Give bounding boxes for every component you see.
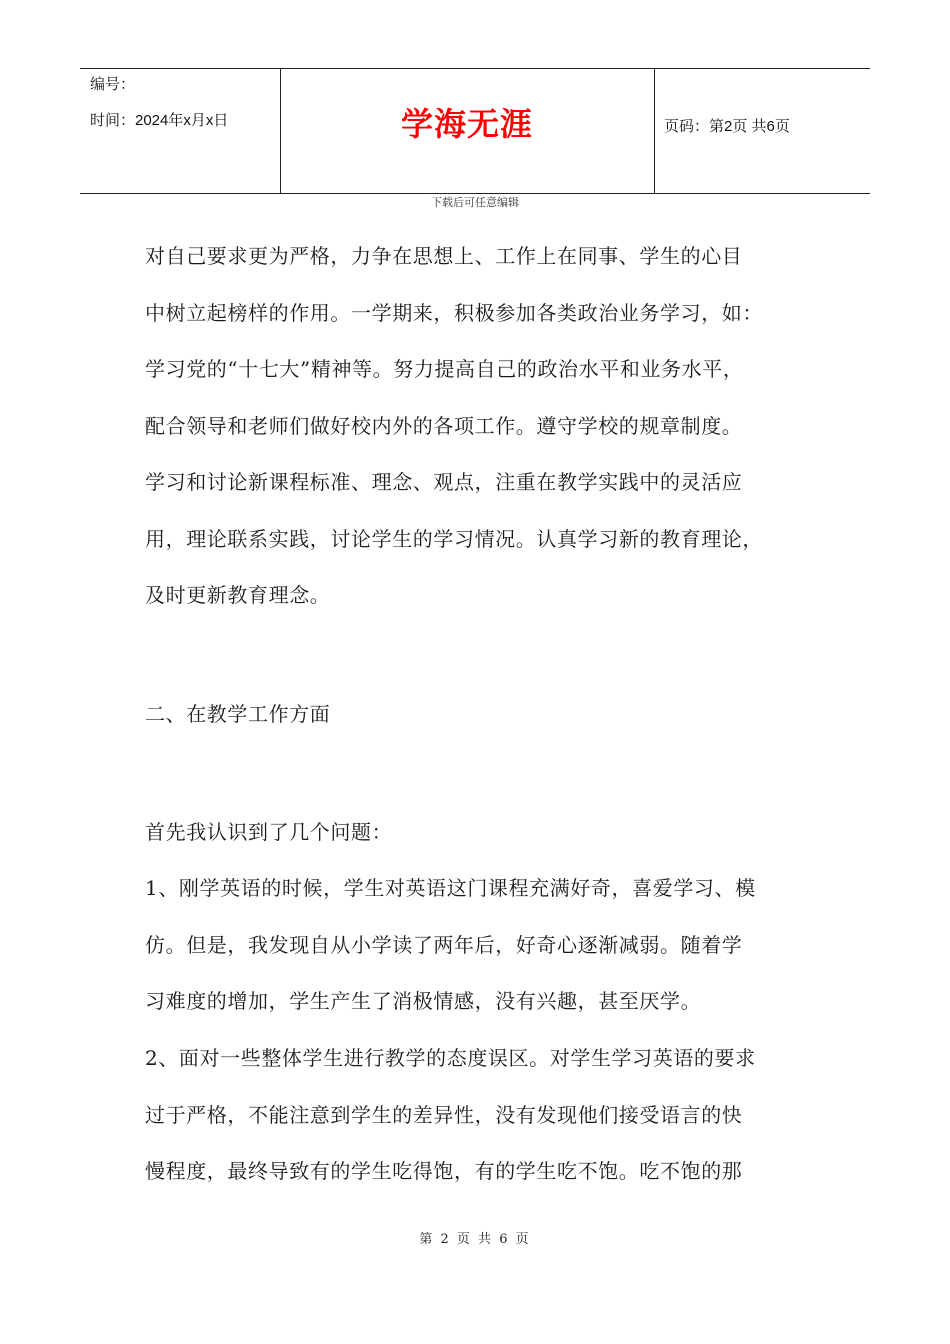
header-table (80, 68, 870, 194)
paragraph-intro (145, 228, 825, 624)
text-line: 学习和讨论新课程标准、理念、观点，注重在教学实践中的灵活应 (145, 470, 743, 494)
text-line: 2、面对一些整体学生进行教学的态度误区。对学生学习英语的要求 (145, 1046, 756, 1070)
text-line: 及时更新教育理念。 (145, 583, 331, 607)
section-heading (145, 686, 825, 743)
edit-note: 下载后可任意编辑 (431, 196, 519, 209)
text-line: 学习党的“十七大”精神等。努力提高自己的政治水平和业务水平， (145, 357, 744, 381)
page-footer: 第 2 页 共 6 页 (419, 1232, 531, 1247)
text-line: 配合领导和老师们做好校内外的各项工作。遵守学校的规章制度。 (145, 413, 743, 438)
text-line: 过于严格，不能注意到学生的差异性，没有发现他们接受语言的快 (145, 1102, 743, 1127)
time-label: 时间：2024年x月x日 (90, 112, 229, 129)
page-info: 页码：第2页 共6页 (664, 118, 790, 135)
list-item-2 (145, 1030, 825, 1200)
header-divider-right (654, 69, 655, 193)
text-line: 仿。但是，我发现自从小学读了两年后，好奇心逐渐减弱。随着学 (145, 932, 743, 957)
text-line: 中树立起榜样的作用。一学期来，积极参加各类政治业务学习，如： (145, 300, 763, 325)
list-item-1 (145, 860, 825, 1030)
text-line: 慢程度，最终导致有的学生吃得饱，有的学生吃不饱。吃不饱的那 (145, 1159, 743, 1183)
text-line: 对自己要求更为严格，力争在思想上、工作上在同事、学生的心目 (145, 244, 743, 268)
text-line: 用，理论联系实践，讨论学生的学习情况。认真学习新的教育理论， (145, 526, 763, 551)
number-label: 编号： (90, 76, 136, 93)
brand-title: 学海无涯 (400, 105, 533, 143)
text-line: 习难度的增加，学生产生了消极情感，没有兴趣，甚至厌学。 (145, 989, 702, 1013)
problems-intro (145, 804, 825, 861)
text-line: 1、刚学英语的时候，学生对英语这门课程充满好奇，喜爱学习、模 (145, 876, 756, 900)
problems-intro-text: 首先我认识到了几个问题： (145, 820, 393, 844)
section-heading-text: 二、在教学工作方面 (145, 702, 331, 726)
